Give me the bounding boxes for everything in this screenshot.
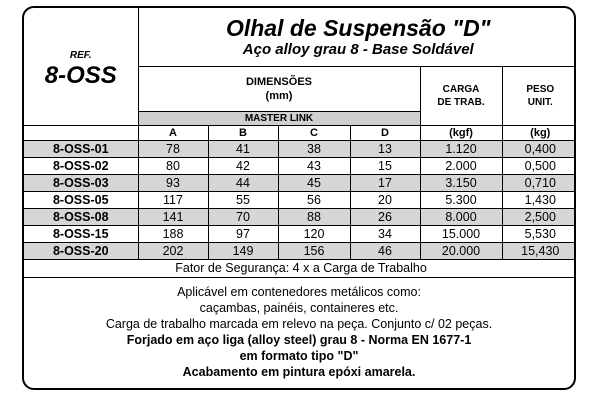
row-a: 93 [138, 175, 208, 192]
peso-label-2: UNIT. [527, 97, 553, 108]
row-peso: 1,430 [502, 192, 576, 209]
dimensions-unit: (mm) [265, 90, 293, 102]
row-d: 15 [350, 158, 420, 175]
row-b: 70 [208, 209, 278, 226]
row-b: 97 [208, 226, 278, 243]
row-ref: 8-OSS-02 [24, 158, 138, 175]
row-c: 156 [278, 243, 350, 260]
row-d: 20 [350, 192, 420, 209]
row-a: 117 [138, 192, 208, 209]
row-d: 26 [350, 209, 420, 226]
footer-line-4: Forjado em aço liga (alloy steel) grau 8 - Norma EN 1677-1 [126, 333, 472, 347]
table-row [24, 158, 576, 175]
col-b-header: B [208, 126, 278, 141]
row-b: 41 [208, 141, 278, 158]
peso-header [502, 67, 576, 126]
ref-value: 8-OSS [44, 61, 117, 89]
peso-label-1: PESO [526, 84, 555, 95]
table-row [24, 243, 576, 260]
row-peso: 0,710 [502, 175, 576, 192]
row-ref: 8-OSS-05 [24, 192, 138, 209]
row-ref: 8-OSS-01 [24, 141, 138, 158]
row-carga: 20.000 [420, 243, 502, 260]
carga-header [420, 67, 502, 126]
product-title: Olhal de Suspensão "D" [225, 15, 491, 41]
footer-line-6: Acabamento em pintura epóxi amarela. [182, 365, 416, 379]
row-ref: 8-OSS-03 [24, 175, 138, 192]
row-peso: 0,400 [502, 141, 576, 158]
row-ref: 8-OSS-08 [24, 209, 138, 226]
ref-blank-header [24, 126, 138, 141]
row-carga: 1.120 [420, 141, 502, 158]
footer-line-3: Carga de trabalho marcada em relevo na peça. Conjunto c/ 02 peças. [105, 317, 493, 331]
row-b: 44 [208, 175, 278, 192]
row-carga: 8.000 [420, 209, 502, 226]
row-carga: 2.000 [420, 158, 502, 175]
row-d: 46 [350, 243, 420, 260]
row-carga: 15.000 [420, 226, 502, 243]
safety-factor-note: Fator de Segurança: 4 x a Carga de Trabalho [24, 260, 576, 278]
table-row [24, 141, 576, 158]
footer-line-5: em formato tipo "D" [239, 349, 359, 363]
footer-line-1: Aplicável em contenedores metálicos como: [177, 285, 421, 299]
row-c: 45 [278, 175, 350, 192]
row-c: 120 [278, 226, 350, 243]
col-kgf-header: (kgf) [420, 126, 502, 141]
row-d: 17 [350, 175, 420, 192]
table-row [24, 226, 576, 243]
col-kg-header: (kg) [502, 126, 576, 141]
row-c: 43 [278, 158, 350, 175]
row-peso: 5,530 [502, 226, 576, 243]
row-carga: 5.300 [420, 192, 502, 209]
row-peso: 2,500 [502, 209, 576, 226]
footer-line-2: caçambas, painéis, containeres etc. [199, 301, 399, 315]
row-carga: 3.150 [420, 175, 502, 192]
col-d-header: D [350, 126, 420, 141]
row-ref: 8-OSS-20 [24, 243, 138, 260]
row-c: 38 [278, 141, 350, 158]
row-a: 188 [138, 226, 208, 243]
row-a: 78 [138, 141, 208, 158]
table-row [24, 192, 576, 209]
row-d: 34 [350, 226, 420, 243]
dimensions-header [138, 67, 420, 112]
row-b: 149 [208, 243, 278, 260]
table-row [24, 209, 576, 226]
product-spec-card [22, 6, 576, 390]
col-a-header: A [138, 126, 208, 141]
table-row [24, 175, 576, 192]
row-c: 88 [278, 209, 350, 226]
row-a: 141 [138, 209, 208, 226]
row-a: 202 [138, 243, 208, 260]
carga-label-1: CARGA [442, 84, 480, 95]
carga-label-2: DE TRAB. [437, 97, 485, 108]
master-link-header: MASTER LINK [138, 112, 420, 126]
spec-table [24, 8, 576, 278]
row-c: 56 [278, 192, 350, 209]
row-d: 13 [350, 141, 420, 158]
row-b: 55 [208, 192, 278, 209]
title-cell [138, 8, 576, 67]
row-a: 80 [138, 158, 208, 175]
application-notes [24, 284, 574, 380]
row-peso: 15,430 [502, 243, 576, 260]
col-c-header: C [278, 126, 350, 141]
ref-label: REF. [69, 49, 92, 61]
row-ref: 8-OSS-15 [24, 226, 138, 243]
ref-header-cell [24, 8, 138, 126]
row-b: 42 [208, 158, 278, 175]
row-peso: 0,500 [502, 158, 576, 175]
dimensions-label: DIMENSÕES [245, 76, 312, 88]
product-subtitle: Aço alloy grau 8 - Base Soldável [242, 41, 474, 58]
